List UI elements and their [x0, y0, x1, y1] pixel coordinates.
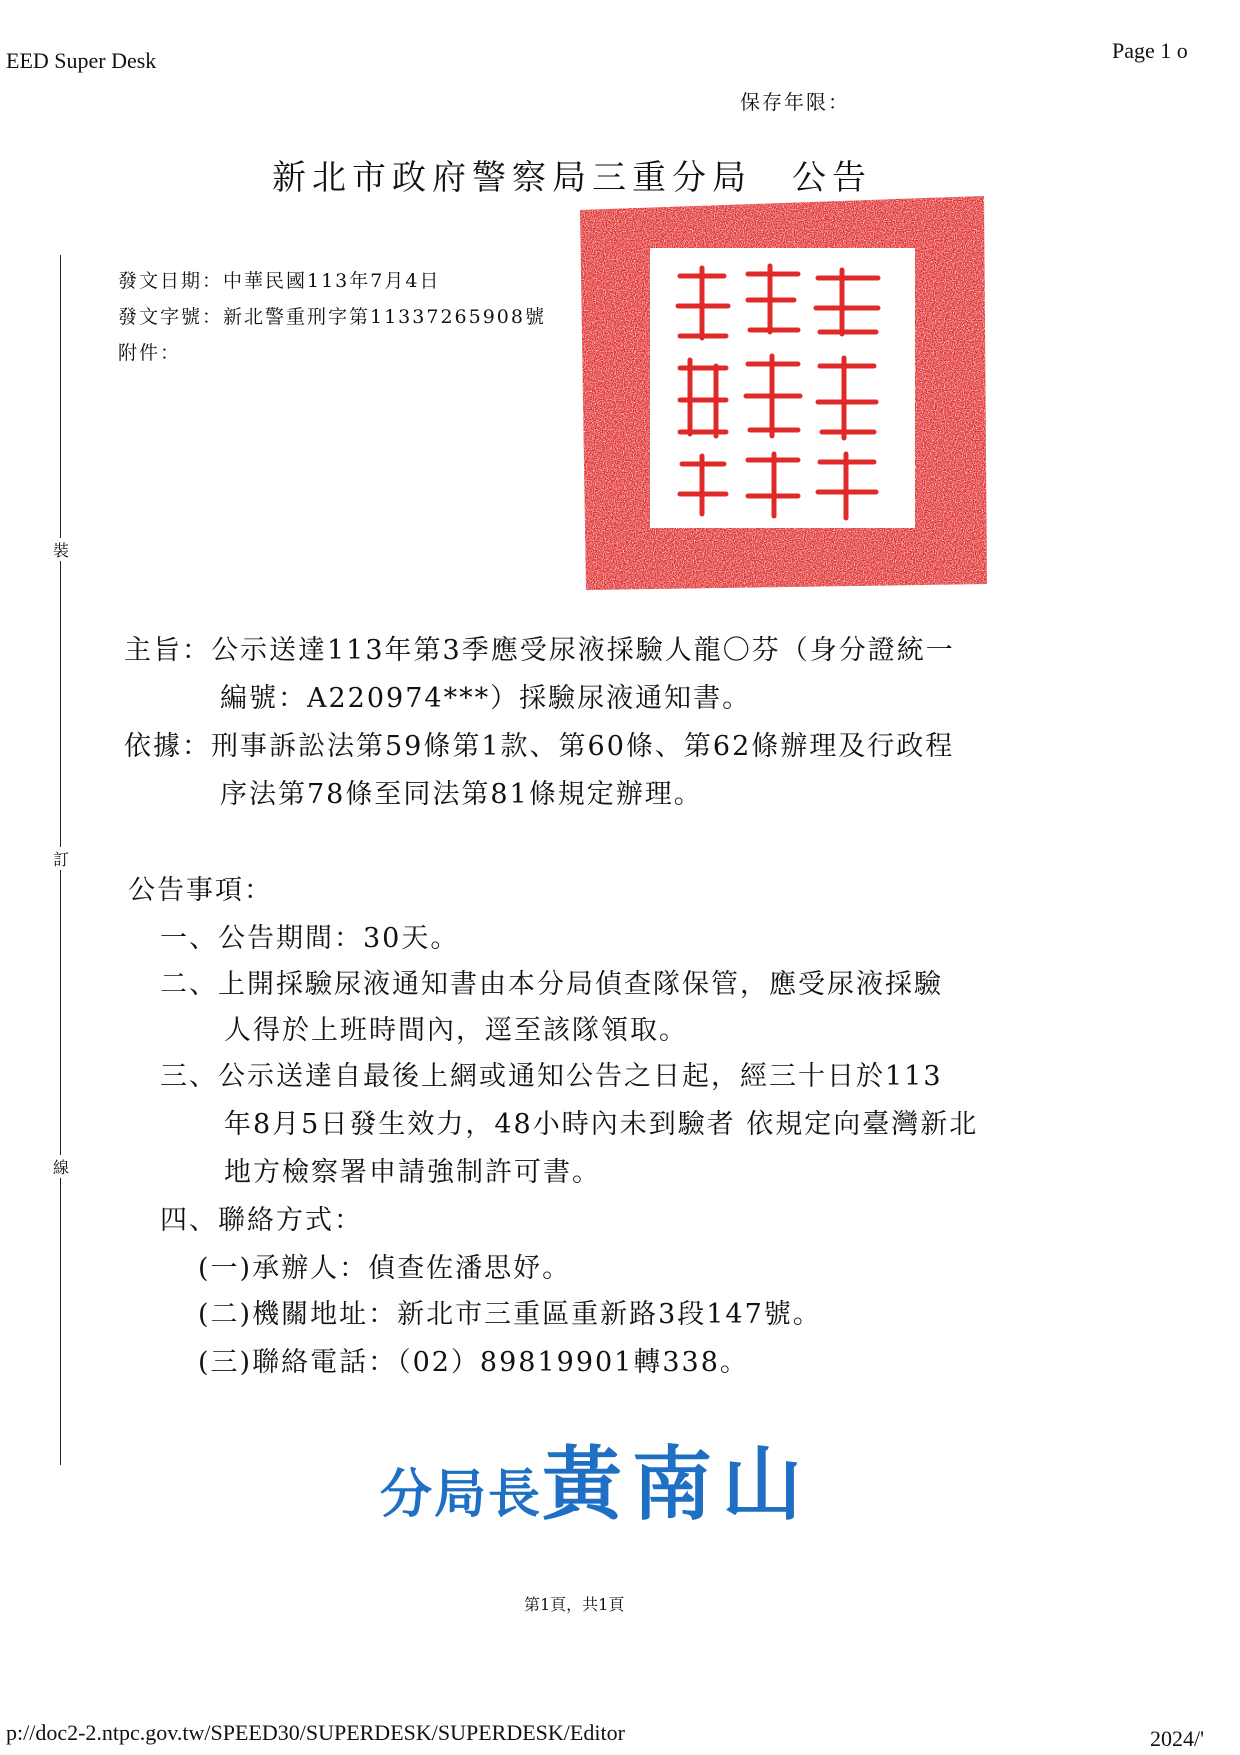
subject-line-2: 編號：A220974***）採驗尿液通知書。: [220, 683, 752, 714]
contact-phone: (三)聯絡電話：（02）89819901轉338。: [198, 1347, 749, 1378]
contact-address: (二)機關地址：新北市三重區重新路3段147號。: [198, 1299, 822, 1330]
binding-mark-ding: 訂: [50, 847, 72, 870]
print-url: p://doc2-2.ntpc.gov.tw/SPEED30/SUPERDESK/SUPERDESK/Editor: [6, 1720, 625, 1745]
retention-period: 保存年限：: [740, 90, 850, 114]
notice-item-3-line-2: 年8月5日發生效力，48小時內未到驗者 依規定向臺灣新北: [224, 1109, 979, 1140]
app-title: EED Super Desk: [6, 48, 157, 73]
contact-person: (一)承辦人：偵查佐潘思妤。: [198, 1253, 572, 1284]
official-seal: [580, 196, 987, 590]
notice-heading: 公告事項：: [128, 875, 273, 906]
page-indicator: Page 1 o: [1112, 38, 1188, 63]
document-number: 發文字號：新北警重刑字第11337265908號: [118, 306, 546, 328]
binding-mark-xian: 線: [50, 1155, 72, 1178]
basis-line-1: 依據：刑事訴訟法第59條第1款、第60條、第62條辦理及行政程: [124, 731, 955, 762]
binding-mark-zhuang: 裝: [50, 538, 72, 561]
page-footer: 第1頁，共1頁: [524, 1595, 625, 1614]
signature-name: 黃南山: [542, 1438, 813, 1531]
print-date: 2024/': [1150, 1726, 1205, 1751]
notice-item-3-line-3: 地方檢察署申請強制許可書。: [224, 1157, 601, 1188]
director-signature: [380, 1420, 812, 1535]
document-title: 新北市政府警察局三重分局 公告: [272, 158, 872, 198]
notice-item-3-line-1: 三、公示送達自最後上網或通知公告之日起，經三十日於113: [160, 1061, 943, 1092]
subject-line-1: 主旨：公示送達113年第3季應受尿液採驗人龍〇芬（身分證統一: [124, 635, 955, 666]
notice-item-2-line-1: 二、上開採驗尿液通知書由本分局偵查隊保管，應受尿液採驗: [160, 969, 943, 1000]
attachment-label: 附件：: [118, 342, 182, 364]
basis-line-2: 序法第78條至同法第81條規定辦理。: [220, 779, 703, 810]
notice-item-2-line-2: 人得於上班時間內，逕至該隊領取。: [224, 1015, 688, 1046]
signature-title: 分局長: [380, 1465, 543, 1525]
notice-item-1: 一、公告期間：30天。: [160, 923, 460, 954]
issue-date: 發文日期：中華民國113年7月4日: [118, 270, 441, 292]
notice-item-4: 四、聯絡方式：: [160, 1205, 363, 1236]
